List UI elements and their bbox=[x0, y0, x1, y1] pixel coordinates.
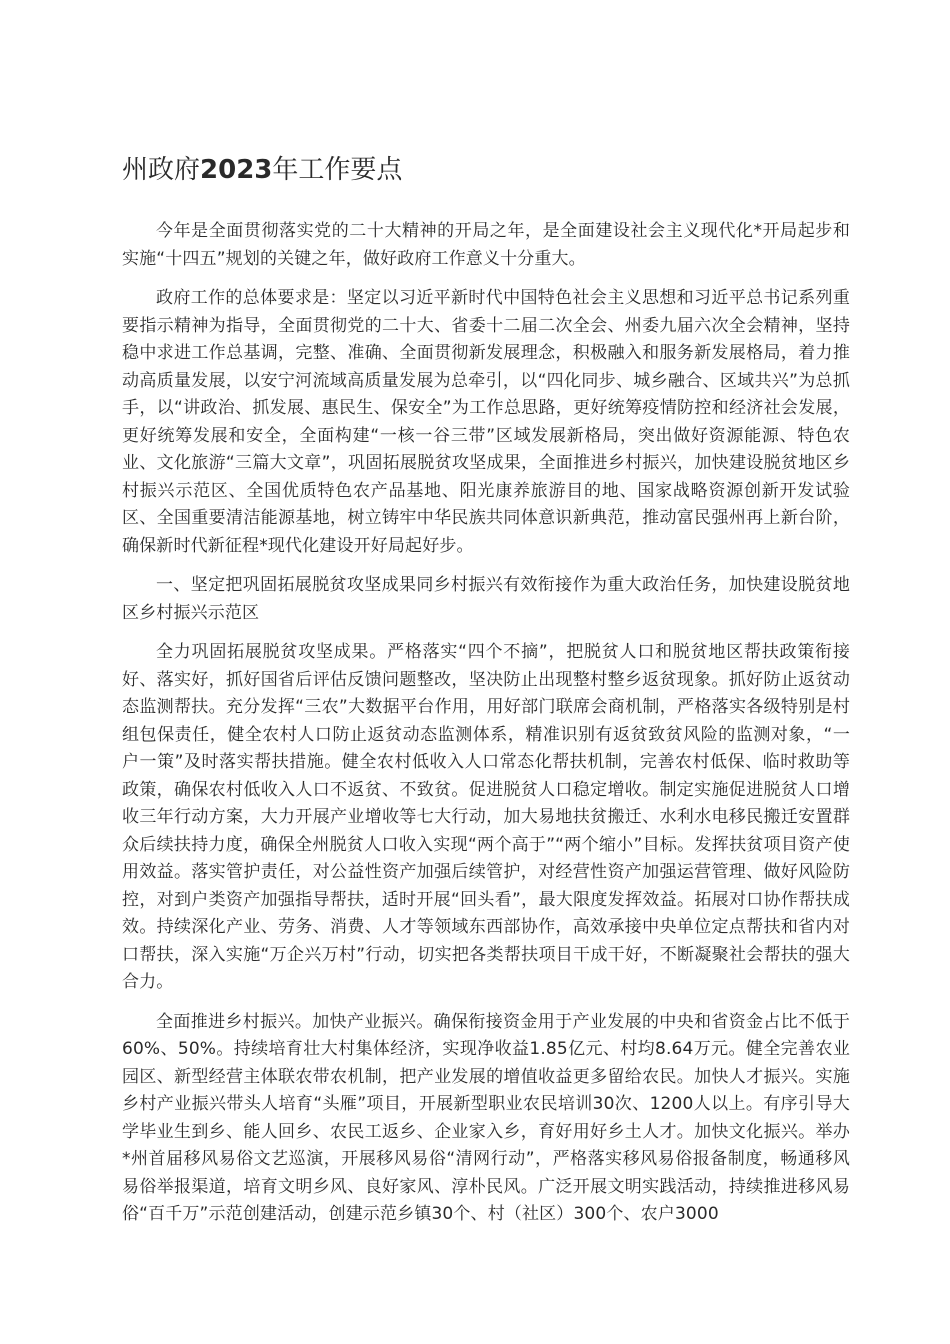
title-prefix: 州政府 bbox=[122, 155, 201, 185]
document-title bbox=[122, 150, 850, 190]
paragraph-poverty-consolidation: 全力巩固拓展脱贫攻坚成果。严格落实“四个不摘”，把脱贫人口和脱贫地区帮扶政策衔接好、落实好，抓好国省后评估反馈问题整改，坚决防止出现整村整乡返贫现象。抓好防止返贫动态监测帮扶。充分发挥“三农”大数据平台作用，用好部门联席会商机制，严格落实各级特别是村组包保责任，健全农村人口防止返贫动态监测体系，精准识别有返贫致贫风险的监测对象，“一户一策”及时落实帮扶措施。健全农村低收入人口常态化帮扶机制，完善农村低保、临时救助等政策，确保农村低收入人口不返贫、不致贫。促进脱贫人口稳定增收。制定实施促进脱贫人口增收三年行动方案，大力开展产业增收等七大行动，加大易地扶贫搬迁、水利水电移民搬迁安置群众后续扶持力度，确保全州脱贫人口收入实现“两个高于”“两个缩小”目标。发挥扶贫项目资产使用效益。落实管护责任，对公益性资产加强后续管护，对经营性资产加强运营管理、做好风险防控，对到户类资产加强指导帮扶，适时开展“回头看”，最大限度发挥效益。拓展对口协作帮扶成效。持续深化产业、劳务、消费、人才等领域东西部协作，高效承接中央单位定点帮扶和省内对口帮扶，深入实施“万企兴万村”行动，切实把各类帮扶项目干成干好，不断凝聚社会帮扶的强大合力。 bbox=[122, 642, 850, 992]
paragraph-general-requirements: 政府工作的总体要求是：坚定以习近平新时代中国特色社会主义思想和习近平总书记系列重要指示精神为指导，全面贯彻党的二十大、省委十二届二次全会、州委九届六次全会精神，坚持稳中求进工作总基调，完整、准确、全面贯彻新发展理念，积极融入和服务新发展格局，着力推动高质量发展，以安宁河流域高质量发展为总牵引，以“四化同步、城乡融合、区域共兴”为总抓手，以“讲政治、抓发展、惠民生、保安全”为工作总思路，更好统筹疫情防控和经济社会发展，更好统筹发展和安全，全面构建“一核一谷三带”区域发展新格局，突出做好资源能源、特色农业、文化旅游“三篇大文章”，巩固拓展脱贫攻坚成果，全面推进乡村振兴，加快建设脱贫地区乡村振兴示范区、全国优质特色农产品基地、阳光康养旅游目的地、国家战略资源创新开发试验区、全国重要清洁能源基地，树立铸牢中华民族共同体意识新典范，推动富民强州再上新台阶，确保新时代新征程*现代化建设开好局起好步。 bbox=[122, 288, 850, 556]
document-page bbox=[122, 150, 850, 1241]
title-suffix: 年工作要点 bbox=[272, 155, 403, 185]
paragraph-rural-revitalization: 全面推进乡村振兴。加快产业振兴。确保衔接资金用于产业发展的中央和省资金占比不低于60%、50%。持续培育壮大村集体经济，实现净收益1.85亿元、村均8.64万元。健全完善农业园区、新型经营主体联农带农机制，把产业发展的增值收益更多留给农民。加快人才振兴。实施乡村产业振兴带头人培育“头雁”项目，开展新型职业农民培训30次、1200人以上。有序引导大学毕业生到乡、能人回乡、农民工返乡、企业家入乡，育好用好乡土人才。加快文化振兴。举办*州首届移风易俗文艺巡演，开展移风易俗“清网行动”，严格落实移风易俗报备制度，畅通移风易俗举报渠道，培育文明乡风、良好家风、淳朴民风。广泛开展文明实践活动，持续推进移风易俗“百千万”示范创建活动，创建示范乡镇30个、村（社区）300个、农户3000 bbox=[122, 1011, 850, 1224]
paragraph-intro: 今年是全面贯彻落实党的二十大精神的开局之年，是全面建设社会主义现代化*开局起步和实施“十四五”规划的关键之年，做好政府工作意义十分重大。 bbox=[122, 221, 850, 269]
section-heading-1: 一、坚定把巩固拓展脱贫攻坚成果同乡村振兴有效衔接作为重大政治任务，加快建设脱贫地区乡村振兴示范区 bbox=[122, 575, 850, 623]
title-year: 2023 bbox=[200, 155, 273, 185]
